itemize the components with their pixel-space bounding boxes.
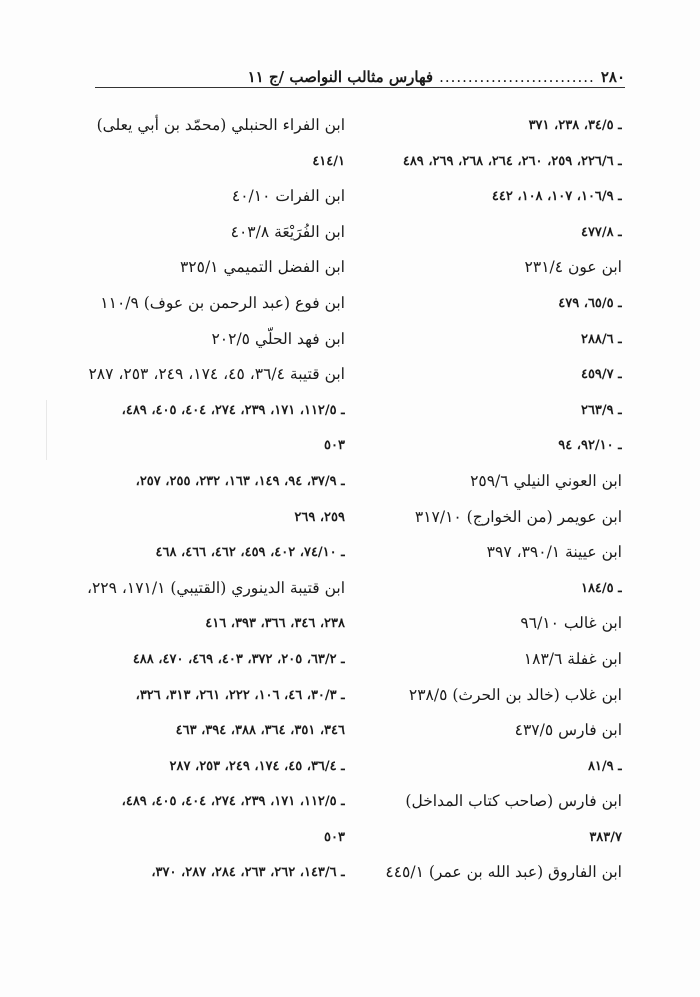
index-continuation: ٣٤٦، ٣٥١، ٣٦٤، ٣٨٨، ٣٩٤، ٤٦٣ <box>175 723 345 739</box>
index-continuation: ـ ٦٥/٥، ٤٧٩ <box>558 295 622 311</box>
index-continuation: ٥٠٣ <box>324 829 345 845</box>
index-entry: ابن فارس (صاحب كتاب المداخل) <box>405 792 622 811</box>
index-entry: ابن عويمر (من الخوارج) ٣١٧/١٠ <box>414 507 622 526</box>
index-continuation: ـ ٣٧/٩، ٩٤، ١٤٩، ١٦٣، ٢٣٢، ٢٥٥، ٢٥٧، <box>135 473 345 489</box>
index-entry: ابن قتيبة ٣٦/٤، ٤٥، ١٧٤، ٢٤٩، ٢٥٣، ٢٨٧ <box>88 365 345 384</box>
index-entry: ابن الفضل التميمي ٣٢٥/١ <box>179 258 345 277</box>
index-continuation: ـ ٢٢٦/٦، ٢٥٩، ٢٦٠، ٢٦٤، ٢٦٨، ٢٦٩، ٤٨٩ <box>402 153 622 169</box>
index-entry: ابن فارس ٤٣٧/٥ <box>514 721 622 740</box>
index-entry: ابن الفاروق (عبد الله بن عمر) ٤٤٥/١ <box>385 863 622 882</box>
index-entry: ابن فهد الحلّي ٢٠٢/٥ <box>211 329 345 348</box>
running-header <box>95 58 625 86</box>
index-entry: ابن فوع (عبد الرحمن بن عوف) ١١٠/٩ <box>100 293 345 312</box>
header-title: فهارس مثالب النواصب /ج ١١ <box>247 68 434 86</box>
index-continuation: ـ ٢٦٣/٩ <box>580 402 622 418</box>
index-continuation: ـ ٣٠/٣، ٤٦، ١٠٦، ٢٢٢، ٢٦١، ٣١٣، ٣٢٦، <box>135 687 345 703</box>
index-continuation: ـ ٧٤/١٠، ٤٠٢، ٤٥٩، ٤٦٢، ٤٦٦، ٤٦٨ <box>155 545 345 561</box>
index-continuation: ـ ١٤٣/٦، ٢٦٢، ٢٦٣، ٢٨٤، ٢٨٧، ٣٧٠، <box>151 865 345 881</box>
index-continuation: ـ ٤٥٩/٧ <box>580 367 622 383</box>
index-continuation: ٣٨٣/٧ <box>589 829 622 845</box>
index-column-left <box>80 108 345 891</box>
index-entry: ابن عيينة ٣٩٠/١، ٣٩٧ <box>486 543 622 562</box>
index-continuation: ٢٣٨، ٣٤٦، ٣٦٦، ٣٩٣، ٤١٦ <box>205 616 345 632</box>
index-continuation: ـ ١١٢/٥، ١٧١، ٢٣٩، ٢٧٤، ٤٠٤، ٤٠٥، ٤٨٩، <box>121 402 345 418</box>
index-entry: ابن غلاب (خالد بن الحرث) ٢٣٨/٥ <box>408 685 622 704</box>
index-continuation: ـ ١٨٤/٥ <box>580 580 622 596</box>
index-entry: ابن الفُرَيْعَة ٤٠٣/٨ <box>230 222 345 241</box>
index-continuation: ـ ٣٤/٥، ٢٣٨، ٣٧١ <box>528 118 622 133</box>
index-continuation: ٥٠٣ <box>324 438 345 454</box>
index-entry: ابن غالب ٩٦/١٠ <box>520 614 622 633</box>
index-continuation: ٤١٤/١ <box>312 153 345 169</box>
index-entry: ابن الفرات ٤٠/١٠ <box>231 187 345 206</box>
page-fold-shadow <box>46 400 47 460</box>
index-continuation: ـ ٦٣/٢، ٢٠٥، ٣٧٢، ٤٠٣، ٤٦٩، ٤٧٠، ٤٨٨ <box>132 651 345 667</box>
index-entry: ابن عون ٢٣١/٤ <box>524 258 622 277</box>
index-continuation: ـ ١٠٦/٩، ١٠٧، ١٠٨، ٤٤٢ <box>491 189 622 205</box>
header-rule <box>95 87 625 88</box>
index-column-right <box>372 108 622 891</box>
page-number: ٢٨٠ <box>600 68 625 86</box>
index-entry: ابن العوني النيلي ٢٥٩/٦ <box>470 471 622 490</box>
index-continuation: ٢٥٩، ٢٦٩ <box>294 509 345 525</box>
index-continuation: ـ ٤٧٧/٨ <box>580 224 622 240</box>
index-entry: ابن قتيبة الدينوري (القتيبي) ١٧١/١، ٢٢٩، <box>86 578 345 597</box>
header-leader-dots: ........................... <box>439 68 595 86</box>
index-continuation: ـ ٨١/٩ <box>587 758 622 774</box>
index-continuation: ـ ٣٦/٤، ٤٥، ١٧٤، ٢٤٩، ٢٥٣، ٢٨٧ <box>169 758 345 774</box>
index-entry: ابن الفراء الحنبلي (محمّد بن أبي يعلى) <box>96 116 345 134</box>
index-continuation: ـ ١١٢/٥، ١٧١، ٢٣٩، ٢٧٤، ٤٠٤، ٤٠٥، ٤٨٩، <box>121 794 345 810</box>
index-continuation: ـ ٢٨٨/٦ <box>580 331 622 347</box>
index-continuation: ـ ٩٢/١٠، ٩٤ <box>558 438 622 454</box>
index-entry: ابن غفلة ١٨٣/٦ <box>523 649 622 668</box>
